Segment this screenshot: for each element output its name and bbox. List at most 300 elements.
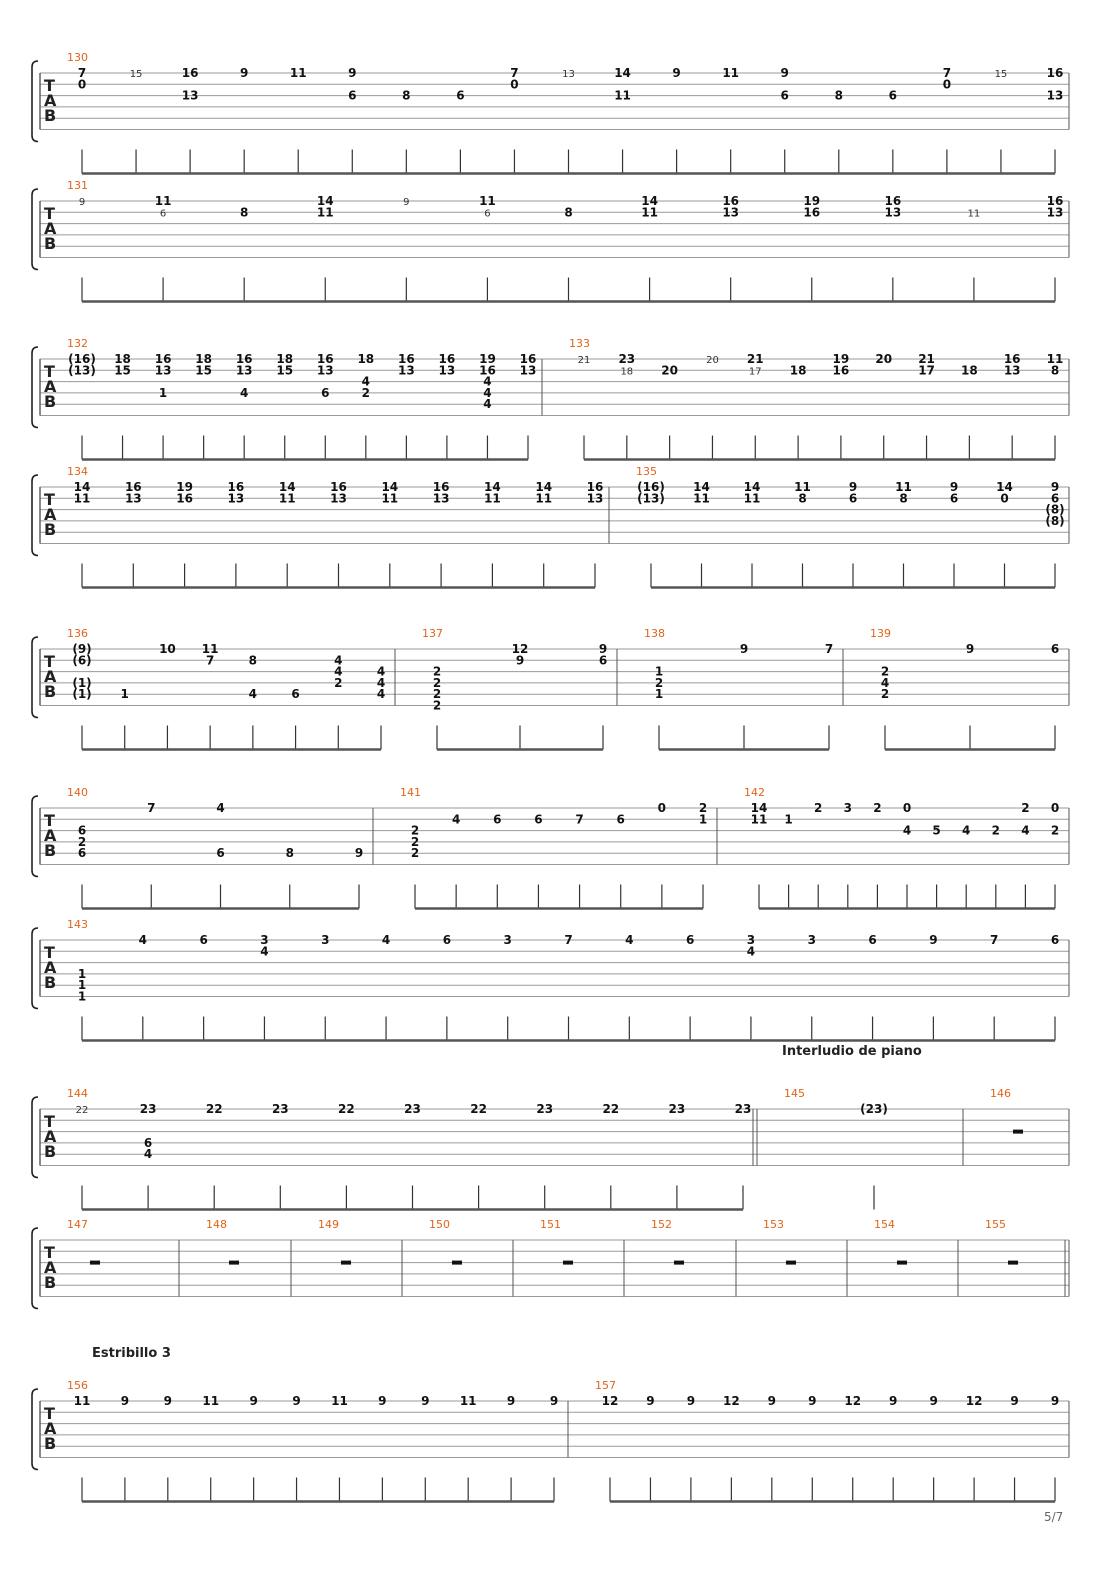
fret-number: 16 (330, 480, 347, 494)
fret-number: 22 (338, 1102, 355, 1116)
fret-number: 9 (1050, 1394, 1060, 1408)
measure-number: 146 (990, 1087, 1011, 1100)
fret-number: 4 (451, 812, 461, 827)
fret-number: 14 (381, 480, 399, 494)
fret-number: 13 (1046, 205, 1064, 220)
measure-number: 157 (595, 1379, 616, 1392)
fret-number: 16 (235, 352, 253, 366)
fret-number: 7 (205, 653, 215, 668)
fret-number: 7 (510, 66, 519, 80)
tab-clef-letter: T (44, 811, 55, 830)
tab-clef-letter: B (44, 234, 57, 253)
rest-symbol (341, 1261, 351, 1265)
fret-number: 2 (880, 687, 890, 702)
fret-number: 14 (750, 801, 768, 815)
fret-number: 6 (1050, 933, 1060, 947)
fret-number: 9 (421, 1394, 430, 1408)
fret-number: 12 (601, 1394, 619, 1408)
fret-number: 14 (641, 194, 658, 208)
fret-number: 6 (493, 812, 502, 827)
fret-number: 11 (201, 642, 219, 656)
fret-number: 7 (575, 812, 584, 827)
fret-number: 9 (120, 1394, 130, 1408)
fret-number: 13 (586, 491, 604, 506)
fret-number: 8 (899, 491, 908, 506)
system-bracket (32, 928, 38, 1009)
measure-number: 147 (67, 1218, 88, 1231)
fret-number: 14 (996, 480, 1013, 494)
tab-clef-letter: T (44, 1404, 55, 1423)
fret-number: 11 (535, 491, 553, 506)
fret-number: 9 (929, 933, 938, 947)
fret-number: 2 (432, 664, 442, 679)
fret-number: 23 (139, 1102, 157, 1116)
fret-number: 23 (734, 1102, 752, 1116)
measure-number: 133 (569, 337, 590, 350)
fret-number: 2 (334, 675, 343, 690)
fret-number: 15 (276, 363, 294, 378)
fret-number: 11 (895, 480, 912, 494)
tab-clef-letter: B (44, 392, 57, 411)
system-bracket (32, 796, 38, 877)
fret-number: 3 (321, 933, 330, 947)
fret-number: 11 (154, 194, 172, 208)
fret-number: 13 (330, 491, 347, 506)
fret-number: 8 (798, 491, 807, 506)
fret-number: 9 (354, 846, 364, 861)
fret-number: 8 (1050, 363, 1060, 378)
fret-number: 18 (961, 363, 978, 378)
fret-number: 11 (484, 491, 501, 506)
measure-number: 145 (784, 1087, 805, 1100)
fret-number: 2 (698, 801, 708, 815)
measure-number: 149 (318, 1218, 339, 1231)
fret-number: 16 (832, 363, 850, 378)
fret-number: 11 (722, 66, 740, 80)
fret-number: 15 (129, 69, 143, 80)
fret-number: 7 (77, 66, 87, 80)
tab-clef-letter: A (44, 219, 57, 238)
rest-symbol (229, 1261, 239, 1265)
fret-number: 2 (410, 823, 420, 838)
fret-number: 0 (77, 77, 87, 92)
fret-number: 2 (873, 801, 882, 815)
fret-number: (16) (637, 480, 665, 494)
fret-number: 1 (120, 687, 129, 702)
fret-number: 4 (376, 664, 386, 679)
fret-number: (8) (1045, 513, 1065, 528)
fret-number: 6 (1050, 642, 1060, 656)
fret-number: 9 (1010, 1394, 1019, 1408)
fret-number: 16 (316, 352, 334, 366)
fret-number: 19 (479, 352, 496, 366)
fret-number: 6 (534, 812, 543, 827)
fret-number: 14 (535, 480, 553, 494)
fret-number: 11 (73, 1394, 91, 1408)
fret-number: 0 (942, 77, 952, 92)
fret-number: 2 (432, 698, 442, 713)
fret-number: 0 (1050, 801, 1060, 815)
fret-number: 4 (880, 675, 890, 690)
fret-number: 6 (199, 933, 208, 947)
fret-number: 15 (195, 363, 212, 378)
fret-number: 13 (181, 88, 199, 103)
fret-number: 1 (77, 966, 87, 981)
fret-number: 6 (1050, 491, 1060, 506)
measure-number: 134 (67, 465, 88, 478)
fret-number: 4 (334, 653, 343, 668)
tab-clef-letter: B (44, 106, 57, 125)
fret-number: 6 (484, 208, 491, 220)
fret-number: 4 (1021, 823, 1030, 838)
fret-number: 6 (77, 823, 87, 838)
fret-number: 16 (884, 194, 902, 208)
tab-clef-letter: T (44, 1112, 55, 1131)
fret-number: 6 (949, 491, 959, 506)
fret-number: 11 (693, 491, 710, 506)
fret-number: 11 (73, 491, 91, 506)
fret-number: 9 (515, 653, 525, 668)
fret-number: 13 (519, 363, 537, 378)
tab-clef-letter: T (44, 1243, 55, 1262)
fret-number: 4 (248, 687, 258, 702)
fret-number: 5 (932, 823, 941, 838)
measure-number: 132 (67, 337, 88, 350)
fret-number: 2 (654, 675, 664, 690)
fret-number: 2 (410, 834, 420, 849)
fret-number: 9 (506, 1394, 516, 1408)
fret-number: 16 (227, 480, 245, 494)
tab-clef-letter: A (44, 1258, 57, 1277)
fret-number: 22 (470, 1102, 487, 1116)
fret-number: 20 (706, 355, 719, 366)
fret-number: 11 (479, 194, 496, 208)
fret-number: 9 (686, 1394, 696, 1408)
tab-clef-letter: B (44, 841, 57, 860)
fret-number: 6 (598, 653, 608, 668)
fret-number: 9 (780, 66, 789, 80)
fret-number: 16 (154, 352, 172, 366)
tab-clef-letter: B (44, 520, 57, 539)
fret-number: 16 (1046, 194, 1064, 208)
fret-number: 4 (483, 397, 492, 412)
fret-number: 16 (432, 480, 450, 494)
fret-number: 11 (381, 491, 399, 506)
fret-number: 17 (748, 366, 762, 378)
fret-number: 13 (398, 363, 415, 378)
fret-number: 14 (614, 66, 631, 80)
fret-number: 18 (620, 366, 634, 378)
tab-clef-letter: T (44, 76, 55, 95)
fret-number: 12 (723, 1394, 740, 1408)
fret-number: 16 (479, 363, 496, 378)
fret-number: 22 (602, 1102, 620, 1116)
fret-number: 1 (784, 812, 793, 827)
fret-number: 13 (884, 205, 902, 220)
fret-number: (1) (72, 675, 92, 690)
fret-number: 11 (743, 491, 761, 506)
fret-number: 9 (549, 1394, 559, 1408)
section-title-interludio: Interludio de piano (782, 1044, 922, 1059)
fret-number: 8 (834, 88, 843, 103)
measure-number: 139 (870, 627, 891, 640)
fret-number: 6 (456, 88, 465, 103)
rest-symbol (674, 1261, 684, 1265)
fret-number: 13 (154, 363, 172, 378)
fret-number: 7 (564, 933, 573, 947)
fret-number: 4 (216, 801, 225, 815)
fret-number: 4 (962, 823, 971, 838)
fret-number: 4 (902, 823, 912, 838)
system-bracket (32, 1389, 38, 1470)
fret-number: 16 (1003, 352, 1021, 366)
fret-number: 20 (875, 352, 893, 366)
fret-number: 10 (159, 642, 176, 656)
rest-symbol (786, 1261, 796, 1265)
fret-number: 16 (398, 352, 415, 366)
fret-number: (23) (860, 1102, 888, 1116)
fret-number: 11 (316, 205, 334, 220)
tab-clef-letter: T (44, 362, 55, 381)
fret-number: 11 (641, 205, 658, 220)
fret-number: 16 (1046, 66, 1064, 80)
fret-number: 8 (402, 88, 411, 103)
measure-number: 155 (985, 1218, 1006, 1231)
fret-number: 13 (722, 205, 740, 220)
measure-number: 150 (429, 1218, 450, 1231)
measure-number: 156 (67, 1379, 88, 1392)
fret-number: 18 (114, 352, 131, 366)
fret-number: 6 (348, 88, 357, 103)
fret-number: 1 (654, 664, 664, 679)
measure-number: 148 (206, 1218, 227, 1231)
fret-number: 2 (880, 664, 890, 679)
fret-number: 2 (77, 834, 87, 849)
fret-number: 23 (668, 1102, 686, 1116)
system-bracket (32, 61, 38, 142)
fret-number: 11 (794, 480, 811, 494)
fret-number: 1 (77, 978, 87, 993)
fret-number: 2 (410, 846, 420, 861)
fret-number: 16 (124, 480, 142, 494)
fret-number: (8) (1045, 502, 1065, 517)
fret-number: 19 (176, 480, 193, 494)
fret-number: 9 (767, 1394, 776, 1408)
fret-number: 18 (789, 363, 807, 378)
fret-number: 3 (503, 933, 512, 947)
fret-number: (16) (68, 352, 96, 366)
fret-number: 9 (739, 642, 749, 656)
fret-number: 1 (77, 989, 87, 1004)
fret-number: 21 (577, 355, 591, 366)
fret-number: 1 (158, 385, 168, 400)
measure-number: 143 (67, 918, 88, 931)
fret-number: 16 (519, 352, 537, 366)
fret-number: 14 (278, 480, 296, 494)
fret-number: 2 (361, 385, 370, 400)
fret-number: 9 (929, 1394, 938, 1408)
fret-number: 13 (438, 363, 456, 378)
rest-symbol (563, 1261, 573, 1265)
fret-number: 18 (195, 352, 212, 366)
fret-number: 6 (77, 846, 87, 861)
tab-clef-letter: B (44, 1273, 57, 1292)
fret-number: 3 (746, 933, 756, 947)
fret-number: 7 (990, 933, 999, 947)
measure-number: 141 (400, 786, 421, 799)
fret-number: 4 (361, 374, 370, 389)
fret-number: 4 (138, 933, 147, 947)
fret-number: 6 (159, 208, 167, 220)
rest-symbol (452, 1261, 462, 1265)
measure-number: 135 (636, 465, 657, 478)
fret-number: 8 (248, 653, 258, 668)
fret-number: 9 (965, 642, 975, 656)
measure-number: 138 (644, 627, 665, 640)
fret-number: 2 (1050, 823, 1060, 838)
fret-number: 17 (918, 363, 935, 378)
fret-number: 6 (291, 687, 300, 702)
fret-number: 4 (625, 933, 634, 947)
measure-number: 142 (744, 786, 765, 799)
fret-number: 13 (227, 491, 245, 506)
fret-number: 6 (685, 933, 695, 947)
measure-number: 152 (651, 1218, 672, 1231)
fret-number: 4 (240, 385, 249, 400)
fret-number: 14 (484, 480, 501, 494)
fret-number: 3 (260, 933, 269, 947)
measure-number: 131 (67, 179, 88, 192)
fret-number: 7 (824, 642, 834, 656)
fret-number: 13 (1003, 363, 1021, 378)
measure-number: 136 (67, 627, 88, 640)
fret-number: 12 (844, 1394, 862, 1408)
fret-number: 14 (73, 480, 91, 494)
tab-clef-letter: A (44, 377, 57, 396)
rest-symbol (90, 1261, 100, 1265)
fret-number: 22 (75, 1105, 89, 1116)
system-bracket (32, 637, 38, 718)
fret-number: 6 (780, 88, 789, 103)
fret-number: 6 (143, 1135, 153, 1150)
fret-number: 13 (316, 363, 334, 378)
fret-number: 23 (404, 1102, 421, 1116)
fret-number: 16 (438, 352, 456, 366)
fret-number: 3 (807, 933, 816, 947)
tab-clef-letter: A (44, 1127, 57, 1146)
fret-number: 22 (205, 1102, 223, 1116)
fret-number: 2 (432, 687, 442, 702)
fret-number: 9 (808, 1394, 817, 1408)
measure-number: 153 (763, 1218, 784, 1231)
tab-clef-letter: T (44, 204, 55, 223)
fret-number: 8 (564, 205, 573, 220)
fret-number: 0 (1000, 491, 1009, 506)
fret-number: 9 (292, 1394, 301, 1408)
fret-number: 6 (442, 933, 452, 947)
fret-number: 11 (289, 66, 307, 80)
fret-number: 9 (378, 1394, 387, 1408)
fret-number: 11 (331, 1394, 348, 1408)
fret-number: 9 (239, 66, 249, 80)
fret-number: 9 (889, 1394, 898, 1408)
fret-number: 2 (1021, 801, 1030, 815)
fret-number: 4 (334, 664, 343, 679)
fret-number: 6 (321, 385, 330, 400)
fret-number: 11 (614, 88, 631, 103)
fret-number: 15 (114, 363, 131, 378)
fret-number: 9 (403, 197, 410, 208)
rest-symbol (897, 1261, 907, 1265)
fret-number: 3 (843, 801, 852, 815)
fret-number: 6 (848, 491, 858, 506)
fret-number: 13 (1046, 88, 1064, 103)
tab-clef-letter: A (44, 1419, 57, 1438)
fret-number: 4 (483, 374, 492, 389)
fret-number: 1 (698, 812, 708, 827)
system-bracket (32, 1228, 38, 1309)
rest-symbol (1013, 1130, 1023, 1134)
fret-number: 18 (357, 352, 375, 366)
fret-number: 23 (271, 1102, 289, 1116)
tab-clef-letter: B (44, 973, 57, 992)
rest-symbol (1008, 1261, 1018, 1265)
fret-number: (9) (72, 642, 92, 656)
fret-number: 12 (511, 642, 529, 656)
fret-number: 18 (276, 352, 294, 366)
fret-number: 15 (994, 69, 1008, 80)
fret-number: 9 (598, 642, 608, 656)
fret-number: 8 (285, 846, 294, 861)
fret-number: 21 (746, 352, 764, 366)
tab-clef-letter: B (44, 682, 57, 701)
measure-number: 140 (67, 786, 88, 799)
fret-number: 11 (278, 491, 296, 506)
fret-number: 21 (918, 352, 935, 366)
system-bracket (32, 347, 38, 428)
tab-clef-letter: T (44, 652, 55, 671)
fret-number: 4 (376, 687, 386, 702)
fret-number: 9 (163, 1394, 172, 1408)
tab-clef-letter: A (44, 958, 57, 977)
section-title-estribillo: Estribillo 3 (92, 1346, 171, 1361)
fret-number: 16 (181, 66, 199, 80)
fret-number: 9 (646, 1394, 655, 1408)
fret-number: 4 (381, 933, 391, 947)
fret-number: 12 (965, 1394, 983, 1408)
fret-number: 16 (176, 491, 193, 506)
fret-number: 11 (750, 812, 768, 827)
fret-number: 19 (832, 352, 850, 366)
fret-number: 9 (249, 1394, 258, 1408)
fret-number: (1) (72, 687, 92, 702)
system-bracket (32, 475, 38, 556)
fret-number: 6 (616, 812, 625, 827)
fret-number: 9 (348, 66, 357, 80)
measure-number: 137 (422, 627, 443, 640)
fret-number: (6) (72, 653, 92, 668)
fret-number: 23 (618, 352, 636, 366)
fret-number: 6 (216, 846, 225, 861)
fret-number: 4 (746, 944, 756, 959)
fret-number: 16 (586, 480, 604, 494)
fret-number: 4 (376, 675, 386, 690)
tab-clef-letter: A (44, 667, 57, 686)
fret-number: 14 (743, 480, 761, 494)
fret-number: (13) (68, 363, 96, 378)
fret-number: 13 (562, 69, 575, 80)
fret-number: 11 (1046, 352, 1064, 366)
